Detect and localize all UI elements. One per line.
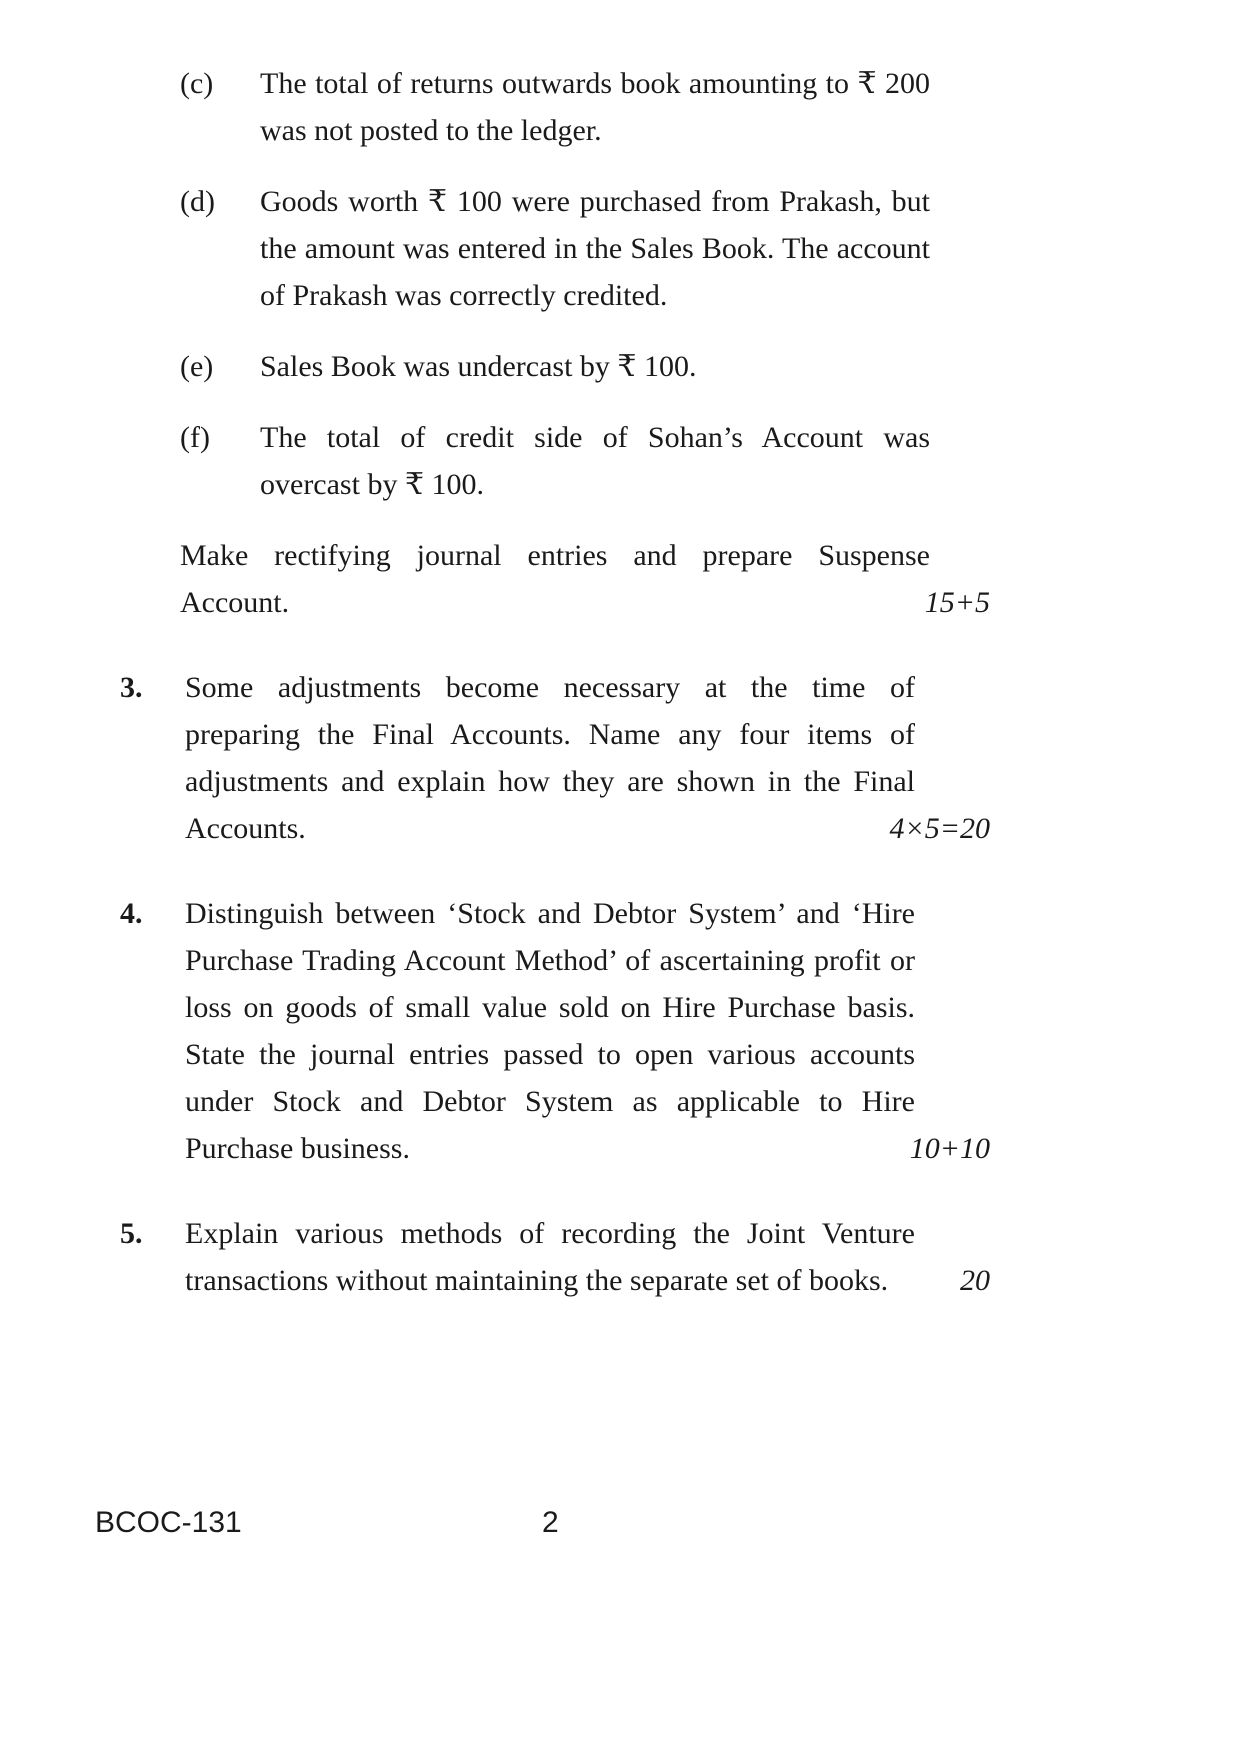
list-item-c (180, 60, 990, 154)
list-item-label: (d) (180, 185, 215, 218)
list-item-text: The total of returns outwards book amounting to ₹ 200 was not posted to the ledger. (260, 67, 930, 147)
question-5 (120, 1210, 990, 1304)
page-footer (0, 1498, 1241, 1548)
question-number: 5. (120, 1217, 143, 1250)
question-text: Some adjustments become necessary at the time of preparing the Final Accounts. Name any four items of adjustments and explain how they are shown in the Final Accounts. (185, 671, 915, 845)
closing-instruction (180, 532, 990, 626)
page-content (120, 60, 990, 1342)
list-item-d (180, 178, 990, 319)
list-item-label: (e) (180, 350, 214, 383)
question-text: Explain various methods of recording the Joint Venture transactions without maintaining the separate set of books. (185, 1217, 915, 1297)
marks-label: 20 (960, 1264, 990, 1297)
page-number: 2 (542, 1506, 559, 1539)
list-item-text: The total of credit side of Sohan’s Account was overcast by ₹ 100. (260, 421, 930, 501)
question-4 (120, 890, 990, 1172)
list-item-label: (f) (180, 421, 210, 454)
list-item-text: Sales Book was undercast by ₹ 100. (260, 350, 697, 383)
list-item-e (180, 343, 990, 390)
paper-code: BCOC-131 (95, 1506, 242, 1539)
marks-label: 4×5=20 (889, 812, 990, 845)
question-number: 4. (120, 897, 143, 930)
marks-label: 15+5 (924, 586, 990, 619)
list-item-label: (c) (180, 67, 214, 100)
question-number: 3. (120, 671, 143, 704)
list-item-text: Goods worth ₹ 100 were purchased from Prakash, but the amount was entered in the Sales Book. The account of Prakash was correctly credited. (260, 185, 930, 312)
list-item-f (180, 414, 990, 508)
closing-text: Make rectifying journal entries and prepare Suspense Account. (180, 539, 930, 619)
marks-label: 10+10 (909, 1132, 990, 1165)
question-text: Distinguish between ‘Stock and Debtor System’ and ‘Hire Purchase Trading Account Method’ of ascertaining profit or loss on goods of small value sold on Hire Purchase basis. State the journal entries passed to open various accounts under Stock and Debtor System as applicable to Hire Purchase business. (185, 897, 915, 1165)
question-3 (120, 664, 990, 852)
